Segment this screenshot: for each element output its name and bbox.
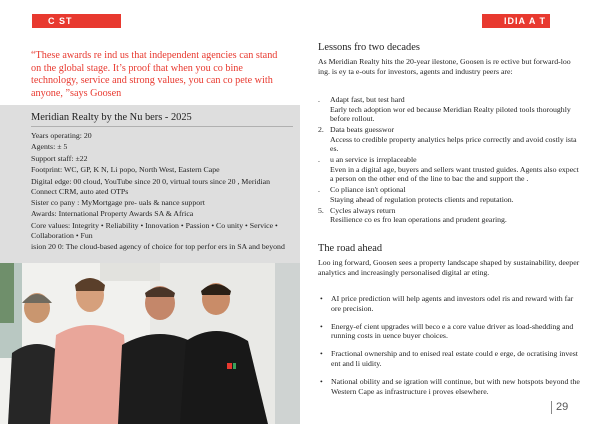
fact-item: ision 20 0: The cloud-based agency of choice for top perfor ers in SA and beyond <box>31 242 285 252</box>
facts-panel-title: Meridian Realty by the Nu bers - 2025 <box>31 112 192 123</box>
fact-item: Agents: ± 5 <box>31 142 68 152</box>
bullet-dot-icon: • <box>320 377 323 387</box>
bullet-item <box>318 349 584 368</box>
fact-item: Awards: International Property Awards SA & Africa <box>31 209 194 219</box>
list-item-title: u an service is irreplaceable <box>330 155 417 164</box>
page-number: 29 <box>556 401 569 413</box>
list-item-title: Cycles always return <box>330 205 396 215</box>
list-item-body: Staying ahead of regulation protects clients and reputation. <box>330 194 514 204</box>
fact-item: Footprint: WC, GP, K N, Li popo, North West, Eastern Cape <box>31 165 220 175</box>
section-tag-left: C ST <box>32 14 121 28</box>
list-number: 5. <box>318 205 324 215</box>
heading-lessons: Lessons fro two decades <box>318 42 420 53</box>
lessons-list <box>318 95 584 226</box>
list-item-title: Adapt fast, but test hard <box>330 95 405 104</box>
facts-list <box>31 131 295 254</box>
list-number: . <box>318 95 320 104</box>
bullet-text: Fractional ownership and to enised real estate could e erge, de ocratising invest ent and li uidity. <box>331 349 578 368</box>
fact-item: Digital edge: 00 cloud, YouTube since 20 0, virtual tours since 20 , Meridian Connect CRM, auto ated OTPs <box>31 176 271 196</box>
fact-item: Years operating: 20 <box>31 131 92 140</box>
bullet-dot-icon: • <box>320 321 323 331</box>
bullet-text: Energy-ef cient upgrades will beco e a core value driver as load-shedding and running costs in uence buyer choices. <box>331 321 574 341</box>
list-item <box>318 155 584 184</box>
road-ahead-bullets <box>318 294 584 405</box>
list-number: 2. <box>318 125 324 134</box>
facts-panel-divider <box>31 126 293 127</box>
list-number: . <box>318 155 320 164</box>
road-ahead-intro: Loo ing forward, Goosen sees a property landscape shaped by sustainability, deeper analytics and increasingly personalised digital ar eting. <box>318 258 580 277</box>
bullet-dot-icon: • <box>320 294 323 303</box>
list-item <box>318 95 584 124</box>
list-item-body: Access to credible property analytics helps price correctly and avoid costly ista es. <box>330 134 577 153</box>
bullet-text: AI price prediction will help agents and investors odel ris and reward with far ore precision. <box>331 294 574 313</box>
lessons-intro: As Meridian Realty hits the 20-year ilestone, Goosen is re ective but forward-loo ing. is ey ta e-outs for investors, agents and industry peers are: <box>318 57 571 76</box>
bullet-item <box>318 294 584 313</box>
list-item <box>318 185 584 204</box>
list-number: . <box>318 185 320 194</box>
list-item-body: Early tech adoption wor ed because Meridian Realty piloted tools thoroughly before rollout. <box>330 104 571 123</box>
list-item <box>318 206 584 225</box>
pull-quote: “These awards re ind us that independent agencies can stand on the global stage. It’s proof that when you co bine technology, service and strong values, you can co pete with anyone, ”says Goosen <box>31 50 278 99</box>
fact-item: Core values: Integrity • Reliability • Innovation • Passion • Co unity • Service • Collaboration • Fun <box>31 220 278 240</box>
heading-road-ahead: The road ahead <box>318 243 383 254</box>
team-photo-illustration <box>0 263 300 424</box>
bullet-item <box>318 377 584 396</box>
section-tag-right: IDIA A T <box>482 14 550 28</box>
list-item-body: Even in a digital age, buyers and sellers want trusted guides. Agents also expect a person on the other end of the line to bac the and support the . <box>330 164 579 183</box>
list-item <box>318 125 584 154</box>
list-item-title: Co pliance isn't optional <box>330 185 406 194</box>
bullet-dot-icon: • <box>320 349 323 359</box>
fact-item: Sister co pany : MyMortgage pre- uals & nance support <box>31 197 205 207</box>
bullet-text: National obility and se igration will continue, but with new hotspots beyond the Western Cape as infrastructure i proves elsewhere. <box>331 377 580 396</box>
page-number-divider <box>551 401 552 414</box>
fact-item: Support staff: ±22 <box>31 153 88 163</box>
list-item-body: Resilience co es fro lean operations and prudent gearing. <box>330 215 507 224</box>
team-photo <box>0 263 300 424</box>
bullet-item <box>318 322 584 341</box>
list-item-title: Data beats guesswor <box>330 125 395 134</box>
